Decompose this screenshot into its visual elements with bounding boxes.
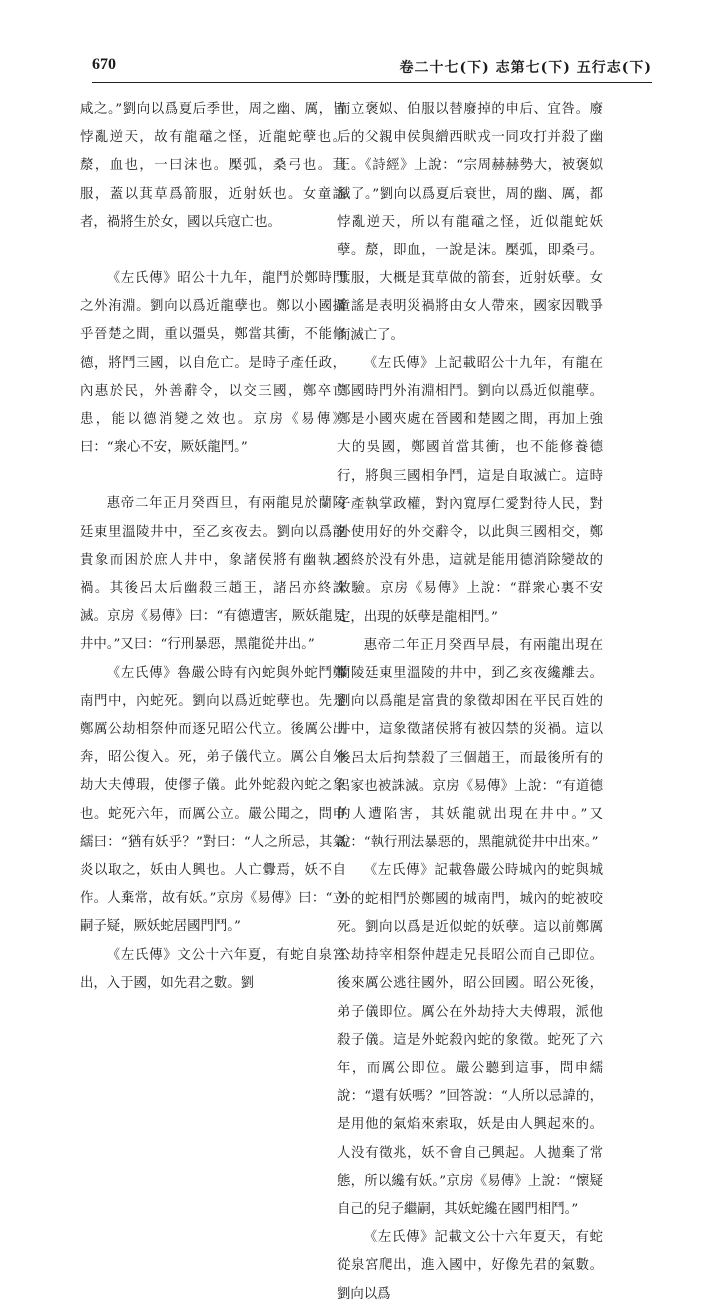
classical-paragraph: 《左氏傳》昭公十九年，龍鬥於鄭時門之外洧淵。劉向以爲近龍孽也。鄭以小國攝乎晉楚之間，重以彊吳，鄭當其衝，不能修德，將鬥三國，以自危亡。是時子產任政，內惠於民，外善辭令，以交三國，鄭卒亡患，能以德消變之效也。京房《易傳》曰：“衆心不安，厥妖龍鬥。” (80, 271, 346, 456)
translation-paragraph: 《左氏傳》記載魯嚴公時城內的蛇與城外的蛇相鬥於鄭國的城南門，城內的蛇被咬死。劉向以爲是近似蛇的妖孽。這以前鄭厲公劫持宰相祭仲趕走兄長昭公而自己即位。後來厲公逃往國外，昭公回國。昭公死後，弟子儀即位。厲公在外劫持大夫傅瑕，派他殺子儀。這是外蛇殺內蛇的象徵。蛇死了六年，而厲公即位。嚴公聽到這事，問申繻說：“還有妖嗎？”回答說：“人所以忌諱的，是用他的氣焰來索取，妖是由人興起來的。人没有徵兆，妖不會自己興起。人拋棄了常態，所以纔有妖。”京房《易傳》上說：“懷疑自己的兒子繼嗣，其妖蛇纔在國門相鬥。” (337, 863, 603, 1217)
translation-column (337, 96, 603, 1302)
classical-text-column (80, 96, 346, 991)
classical-paragraph: 惠帝二年正月癸酉旦，有兩龍見於蘭陵廷東里溫陵井中，至乙亥夜去。劉向以爲龍貴象而困於庶人井中，象諸侯將有幽執之禍。其後呂太后幽殺三趙王，諸呂亦終誅滅。京房《易傳》曰：“有德遭害，厥妖龍見井中。”又曰：“行刑暴惡，黑龍從井出。” (80, 496, 346, 653)
page-number: 670 (92, 56, 116, 73)
running-title: 卷二十七(下) 志第七(下) 五行志(下) (399, 60, 652, 76)
classical-paragraph: 《左氏傳》文公十六年夏，有蛇自泉宮出，入于國，如先君之數。劉 (80, 947, 346, 991)
translation-paragraph: 《左氏傳》上記載昭公十九年，有龍在鄭國時門外洧淵相鬥。劉向以爲近似龍孽。鄭是小國夾處在晉國和楚國之間，再加上強大的吳國，鄭國首當其衝，也不能修養德行，將與三國相争鬥，這是自取滅亡。這時子產執掌政權，對內寬厚仁愛對待人民，對外使用好的外交辭令，以此與三國相交，鄭國終於没有外患，這就是能用德消除變故的效驗。京房《易傳》上說：“群衆心裏不安定，出現的妖孽是龍相鬥。” (337, 355, 603, 625)
classical-paragraph: 咸之。”劉向以爲夏后季世，周之幽、厲，皆悖亂逆天，故有龍黿之怪，近龍蛇孽也。漦，血也，一曰沫也。檿弧，桑弓也。萁服，蓋以萁草爲箭服，近射妖也。女童謠者，禍將生於女，國以兵寇亡也。 (80, 102, 346, 230)
translation-paragraph: 《左氏傳》記載文公十六年夏天，有蛇從泉宮爬出，進入國中，好像先君的氣數。劉向以爲 (337, 1230, 603, 1302)
translation-paragraph: 惠帝二年正月癸酉早晨，有兩龍出現在蘭陵廷東里溫陵的井中，到乙亥夜纔離去。劉向以爲龍是富貴的象徵却困在平民百姓的井中，這象徵諸侯將有被囚禁的災禍。這以後呂太后拘禁殺了三個趙王，而最後所有的呂家也被誅滅。京房《易傳》上說：“有道德的人遭陷害，其妖龍就出現在井中。”又說：“執行刑法暴惡的，黑龍就從井中出來。” (337, 637, 603, 851)
classical-paragraph: 《左氏傳》魯嚴公時有內蛇與外蛇鬥鄭南門中，內蛇死。劉向以爲近蛇孽也。先是鄭厲公劫相祭仲而逐兄昭公代立。後厲公出奔，昭公復入。死，弟子儀代立。厲公自外劫大夫傅瑕，使僇子儀。此外蛇殺內蛇之象也。蛇死六年，而厲公立。嚴公聞之，問申繻曰：“猶有妖乎？”對曰：“人之所忌，其氣炎以取之，妖由人興也。人亡釁焉，妖不自作。人棄常，故有妖。”京房《易傳》曰：“立嗣子疑，厥妖蛇居國門鬥。” (80, 665, 346, 935)
translation-paragraph: 而立褒姒、伯服以替廢掉的申后、宜咎。廢后的父親申侯與繒西畎戎一同攻打并殺了幽王。《詩經》上說：“宗周赫赫勢大，被褒姒滅了。”劉向以爲夏后衰世，周的幽、厲，都悖亂逆天，所以有龍黿之怪，近似龍蛇妖孽。漦，即血，一說是沫。檿弧，即桑弓。萁服，大概是萁草做的箭套，近射妖孽。女童謠是表明災禍將由女人帶來，國家因戰爭而滅亡了。 (337, 102, 603, 343)
page-header (92, 56, 652, 83)
